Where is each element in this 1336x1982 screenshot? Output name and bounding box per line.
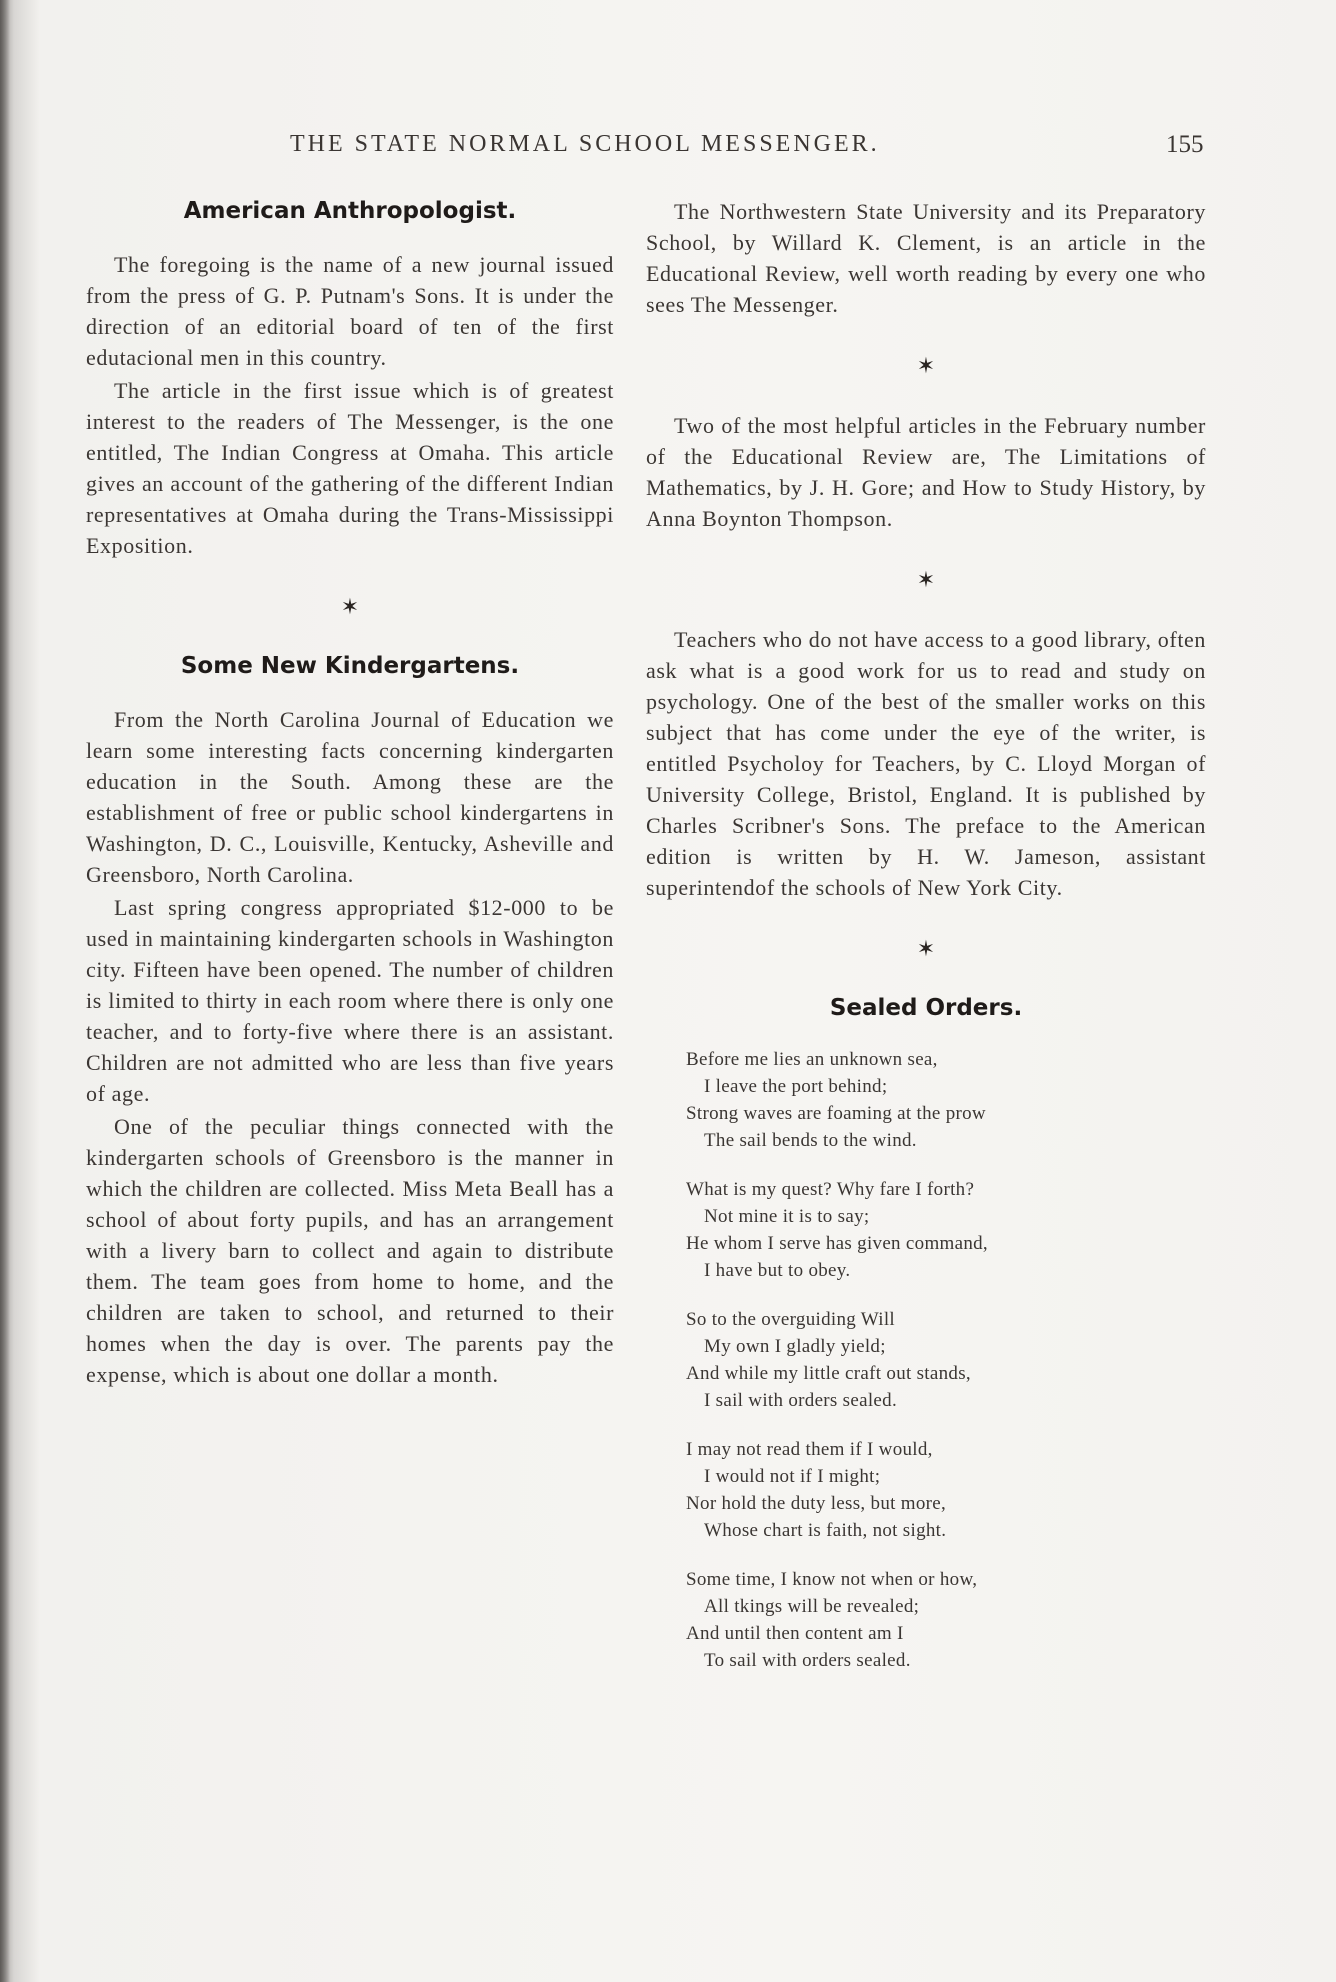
section-separator: ✶ xyxy=(340,594,360,619)
section-separator: ✶ xyxy=(916,567,936,592)
poem-stanza xyxy=(686,1176,1206,1284)
poem-line: All tkings will be revealed; xyxy=(704,1596,920,1617)
poem-line: Nor hold the duty less, but more, xyxy=(686,1493,947,1514)
page-number: 155 xyxy=(1166,131,1204,158)
poem-line: Before me lies an unknown sea, xyxy=(686,1049,938,1070)
poem-stanza xyxy=(686,1436,1206,1544)
poem xyxy=(686,1046,1206,1674)
poem-line: Some time, I know not when or how, xyxy=(686,1569,978,1590)
section-separator: ✶ xyxy=(916,353,936,378)
poem-stanza xyxy=(686,1566,1206,1674)
poem-line: And until then content am I xyxy=(686,1623,904,1644)
poem-line: He whom I serve has given command, xyxy=(686,1233,988,1254)
poem-line: To sail with orders sealed. xyxy=(704,1650,911,1671)
poem-line: I leave the port behind; xyxy=(704,1076,888,1097)
paragraph: Last spring congress appropriated $12-000 to be used in maintaining kindergarten schools in Washington city. Fifteen have been opened. The number of children is limited to thirty in each room where there is only one teacher, and to forty-five where there is an assistant. Children are not admitted who are less than five years of age. xyxy=(86,895,614,1106)
poem-line: Not mine it is to say; xyxy=(704,1206,870,1227)
poem-line: I would not if I might; xyxy=(704,1466,881,1487)
poem-line: The sail bends to the wind. xyxy=(704,1130,917,1151)
page-edge-shadow xyxy=(0,0,10,1982)
paragraph: The Northwestern State University and its Preparatory School, by Willard K. Clement, is an article in the Educational Review, well worth reading by every one who sees The Messenger. xyxy=(646,199,1206,317)
poem-line: So to the overguiding Will xyxy=(686,1309,895,1330)
poem-line: Strong waves are foaming at the prow xyxy=(686,1103,986,1124)
running-title: THE STATE NORMAL SCHOOL MESSENGER. xyxy=(290,131,880,157)
poem-line: I sail with orders sealed. xyxy=(704,1390,897,1411)
left-column xyxy=(86,196,614,1392)
poem-line: What is my quest? Why fare I forth? xyxy=(686,1179,975,1200)
paragraph: Teachers who do not have access to a good library, often ask what is a good work for us to read and study on psychology. One of the best of the smaller works on this subject that has come under the eye of the writer, is entitled Psycholoy for Teachers, by C. Lloyd Morgan of University College, Bristol, England. It is published by Charles Scribner's Sons. The preface to the American edition is written by H. W. Jameson, assistant superintendof the schools of New York City. xyxy=(646,627,1206,900)
paragraph: Two of the most helpful articles in the February number of the Educational Review are, The Limitations of Mathematics, by J. H. Gore; and How to Study History, by Anna Boynton Thompson. xyxy=(646,413,1206,531)
poem-line: I may not read them if I would, xyxy=(686,1439,933,1460)
paragraph: The foregoing is the name of a new journal issued from the press of G. P. Putnam's Sons. It is under the direction of an editorial board of ten of the first edutacional men in this country. xyxy=(86,252,614,370)
poem-line: Whose chart is faith, not sight. xyxy=(704,1520,947,1541)
poem-line: I have but to obey. xyxy=(704,1260,851,1281)
poem-stanza xyxy=(686,1306,1206,1414)
poem-line: And while my little craft out stands, xyxy=(686,1363,971,1384)
section-separator: ✶ xyxy=(916,936,936,961)
paragraph: One of the peculiar things connected with the kindergarten schools of Greensboro is the manner in which the children are collected. Miss Meta Beall has a school of about forty pupils, and has an arrangement with a livery barn to collect and again to distribute them. The team goes from home to home, and the children are taken to school, and returned to their homes when the day is over. The parents pay the expense, which is about one dollar a month. xyxy=(86,1114,614,1387)
paragraph: The article in the first issue which is of greatest interest to the readers of The Messenger, is the one entitled, The Indian Congress at Omaha. This article gives an account of the gathering of the different Indian representatives at Omaha during the Trans-Mississippi Exposition. xyxy=(86,378,614,558)
poem-stanza xyxy=(686,1046,1206,1154)
right-column xyxy=(646,196,1206,1696)
poem-title: Sealed Orders. xyxy=(829,995,1023,1021)
article-heading-anthropologist: American Anthropologist. xyxy=(183,198,517,224)
paragraph: From the North Carolina Journal of Education we learn some interesting facts concerning kindergarten education in the South. Among these are the establishment of free or public school kindergartens in Washington, D. C., Louisville, Kentucky, Asheville and Greensboro, North Carolina. xyxy=(86,707,614,887)
article-heading-kindergartens: Some New Kindergartens. xyxy=(180,653,520,679)
poem-line: My own I gladly yield; xyxy=(704,1336,886,1357)
